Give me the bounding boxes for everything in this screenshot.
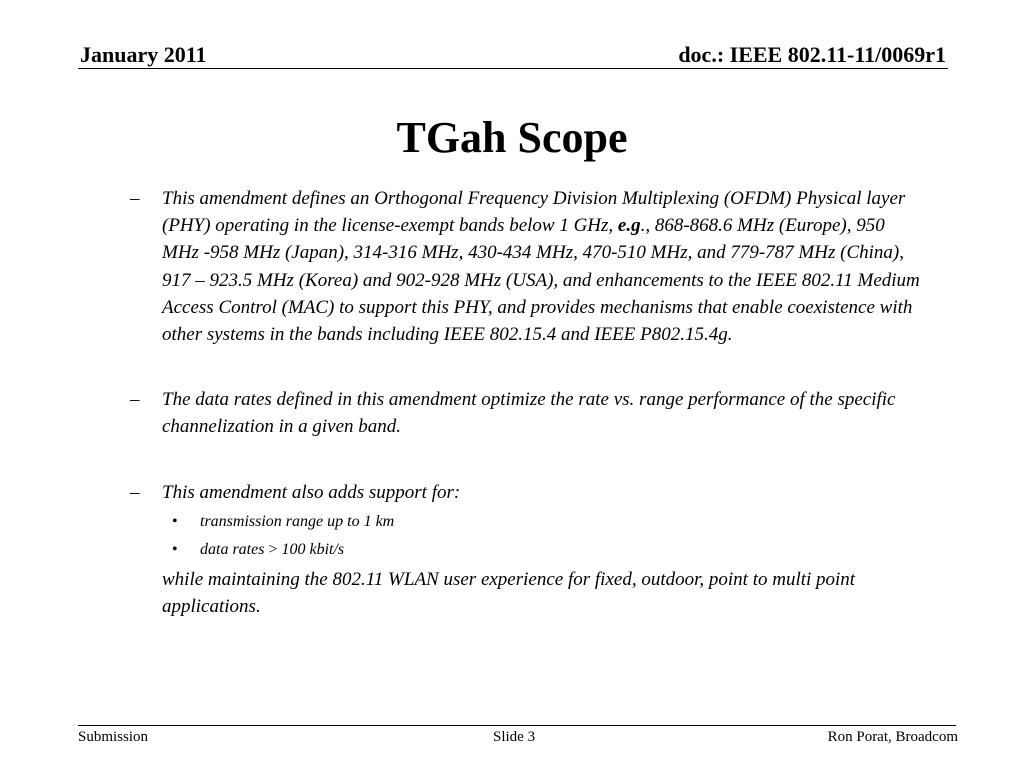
header-doc-id: doc.: IEEE 802.11-11/0069r1 bbox=[678, 42, 946, 67]
bullet-text-1-eg: e.g bbox=[617, 215, 641, 237]
header-rule bbox=[78, 68, 948, 69]
footer-author: Ron Porat, Broadcom bbox=[827, 729, 958, 745]
bullet-text-1b: ., 868-868.6 MHz (Europe), 950 MHz -958 MHz (Japan), 314-316 MHz, 430-434 MHz, 470-510 MHz, and 779-787 MHz (China), 917 – 923.5 MHz (Korea) and 902-928 MHz (USA), and enhancements to the IEEE 802.11 Medium Access Control (MAC) to support this PHY, and provides mechanisms that enable coexistence with other systems in the bands including IEEE 802.15.4 and IEEE P802.15.4g. bbox=[162, 215, 920, 346]
dash-marker: – bbox=[130, 481, 140, 503]
header-date: January 2011 bbox=[80, 42, 207, 67]
bullet-dot: • bbox=[172, 540, 178, 558]
sub-bullet-text-2a: data rates bbox=[200, 540, 269, 558]
bullet-item-ofdm-phy bbox=[130, 185, 920, 348]
greater-than-sign: > bbox=[268, 540, 278, 558]
sub-bullet-range bbox=[130, 508, 920, 536]
footer-submission: Submission bbox=[78, 729, 149, 745]
closing-text: while maintaining the 802.11 WLAN user experience for fixed, outdoor, point to multi point applications. bbox=[162, 568, 856, 618]
slide-title: TGah Scope bbox=[396, 113, 628, 162]
dash-marker: – bbox=[130, 389, 140, 411]
bullet-dot: • bbox=[172, 512, 178, 530]
bullet-item-support bbox=[130, 479, 920, 506]
bullet-text-1a: This amendment defines an Orthogonal Frequency Division Multiplexing (OFDM) Physical layer (PHY) operating in the license-exempt bands below 1 GHz, bbox=[162, 188, 906, 237]
sub-bullet-text-1: transmission range up to 1 km bbox=[200, 512, 395, 530]
bullet-item-data-rates bbox=[130, 386, 920, 440]
sub-bullet-list bbox=[130, 508, 920, 564]
bullet-text-3: This amendment also adds support for: bbox=[162, 481, 461, 503]
sub-bullet-rate bbox=[130, 536, 920, 564]
footer-slide-number: Slide 3 bbox=[493, 729, 536, 745]
footer-rule bbox=[78, 725, 956, 726]
dash-marker: – bbox=[130, 188, 140, 209]
bullet-text-2: The data rates defined in this amendment optimize the rate vs. range performance of the specific channelization in a given band. bbox=[162, 389, 896, 438]
slide-body bbox=[130, 185, 920, 620]
sub-bullet-text-2b: 100 kbit/s bbox=[277, 540, 345, 558]
